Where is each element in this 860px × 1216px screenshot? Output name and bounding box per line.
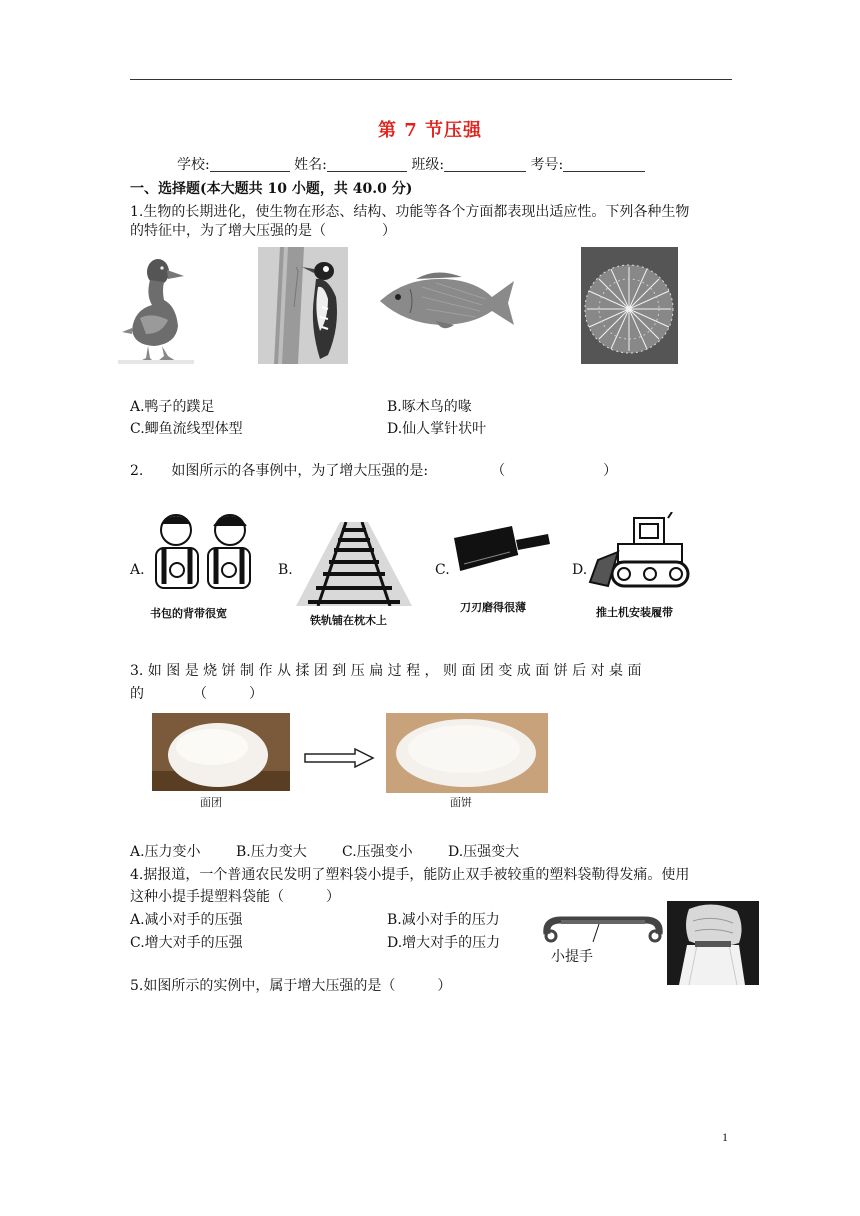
q2-option-c-letter[interactable]: C. (435, 562, 450, 578)
q4-option-a[interactable]: A.减小对手的压强 (130, 912, 243, 928)
q3-caption-pancake: 面饼 (450, 796, 472, 809)
header-rule (130, 79, 732, 80)
q3-option-d[interactable]: D.压强变大 (448, 844, 520, 860)
q1-option-a[interactable]: A.鸭子的蹼足 (130, 399, 215, 415)
q2-caption-b: 铁轨铺在枕木上 (310, 614, 387, 627)
q2-caption-a: 书包的背带很宽 (150, 607, 227, 620)
section-heading: 一、选择题(本大题共 10 小题，共 40.0 分) (130, 181, 413, 197)
q1-stem-line2: 的特征中，为了增大压强的是（ ） (130, 223, 396, 239)
q2-caption-c: 刀刃磨得很薄 (460, 601, 526, 614)
exam-no-label: 考号: (530, 157, 564, 173)
name-blank[interactable] (327, 157, 407, 172)
schoolbag-children-image (142, 510, 262, 602)
class-blank[interactable] (444, 157, 526, 172)
q1-option-b[interactable]: B.啄木鸟的喙 (387, 399, 472, 415)
q3-option-c[interactable]: C.压强变小 (342, 844, 413, 860)
railway-track-image (296, 522, 412, 606)
handle-label: 小提手 (551, 949, 593, 965)
cleaver-knife-image (452, 524, 550, 588)
q4-option-b[interactable]: B.减小对手的压力 (387, 912, 500, 928)
q1-stem-line1: 1.生物的长期进化，使生物在形态、结构、功能等各个方面都表现出适应性。下列各种生物 (130, 204, 690, 220)
q3-stem-line1: 3. 如 图 是 烧 饼 制 作 从 揉 团 到 压 扁 过 程 ， 则 面 团 变 成 面 饼 后 对 桌 面 (130, 663, 642, 679)
hand-holding-bag-image (667, 901, 759, 985)
plastic-bag-handle-image (541, 908, 665, 948)
q4-stem-line1: 4.据报道，一个普通农民发明了塑料袋小提手，能防止双手被较重的塑料袋勒得发痛。使用 (130, 867, 690, 883)
q1-option-d[interactable]: D.仙人掌针状叶 (387, 421, 487, 437)
fish-image (376, 265, 516, 335)
q2-option-a-letter[interactable]: A. (130, 562, 145, 578)
school-label: 学校: (177, 157, 210, 173)
cactus-image (581, 247, 678, 364)
q4-option-c[interactable]: C.增大对手的压强 (130, 935, 243, 951)
right-arrow-icon (303, 748, 375, 768)
q4-stem-line2: 这种小提手提塑料袋能（ ） (130, 889, 340, 905)
q4-option-d[interactable]: D.增大对手的压力 (387, 935, 501, 951)
duck-image (118, 250, 194, 364)
page-number: 1 (722, 1130, 728, 1144)
class-label: 班级: (411, 157, 445, 173)
page-title: 第 7 节压强 (377, 120, 483, 141)
bulldozer-image (588, 512, 692, 594)
flat-pancake-image (386, 713, 548, 807)
student-info-line (177, 154, 645, 174)
exam-no-blank[interactable] (563, 157, 645, 172)
name-label: 姓名: (294, 157, 327, 173)
q2-option-d-letter[interactable]: D. (572, 562, 588, 578)
q5-stem: 5.如图所示的实例中，属于增大压强的是（ ） (130, 978, 452, 994)
q3-stem-line2: 的 （ ） (130, 686, 263, 702)
q2-stem: 2. 如图所示的各事例中，为了增大压强的是: （ ） (130, 463, 618, 479)
q3-caption-dough: 面团 (200, 796, 222, 809)
dough-ball-image (152, 713, 290, 807)
q1-option-c[interactable]: C.鲫鱼流线型体型 (130, 421, 243, 437)
q3-option-b[interactable]: B.压力变大 (236, 844, 307, 860)
q2-option-b-letter[interactable]: B. (278, 562, 293, 578)
q2-caption-d: 推土机安装履带 (596, 606, 673, 619)
woodpecker-image (258, 247, 348, 364)
q3-option-a[interactable]: A.压力变小 (130, 844, 201, 860)
school-blank[interactable] (210, 157, 290, 172)
